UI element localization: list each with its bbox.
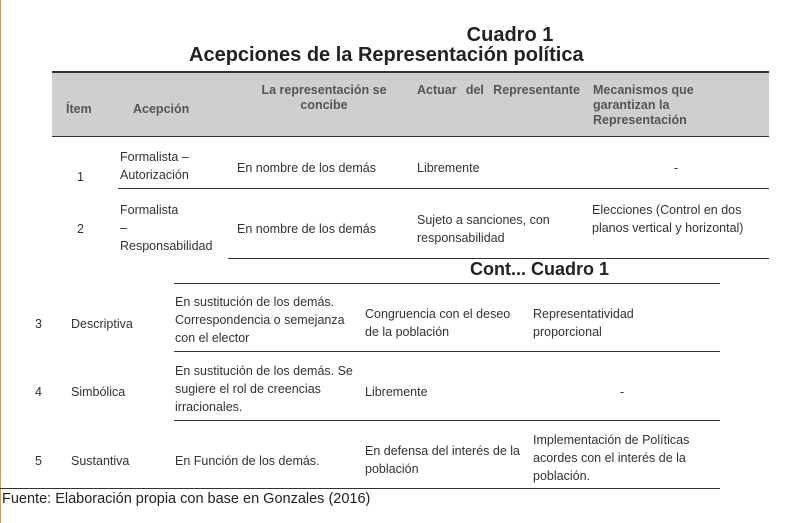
row-2-item: 2 — [77, 222, 84, 236]
row-5-mecanismos: Implementación de Políticas acordes con el interés de la población. — [533, 433, 690, 483]
header-bottom-rule — [52, 136, 769, 137]
header-concibe: La representación se concibe — [261, 83, 387, 112]
row-1-mecanismos: - — [674, 161, 679, 175]
row-4-rule — [174, 420, 720, 421]
header-item: Ítem — [66, 102, 92, 116]
row-2-actuar: Sujeto a sanciones, con responsabilidad — [417, 213, 550, 245]
row-2-concibe: En nombre de los demás — [237, 222, 376, 236]
row-1-concibe: En nombre de los demás — [237, 161, 376, 175]
continuation-top-rule — [174, 283, 720, 284]
header-acepcion: Acepción — [133, 102, 190, 116]
row-4-mecanismos: - — [620, 385, 625, 399]
row-5-concibe: En Función de los demás. — [175, 454, 320, 468]
continuation-title: Cont... Cuadro 1 — [470, 259, 609, 279]
row-4-item: 4 — [35, 385, 42, 399]
table-title: Acepciones de la Representación política — [189, 44, 584, 66]
row-5-item: 5 — [35, 454, 42, 468]
row-2-acepcion: Formalista – Responsabilidad — [120, 203, 213, 253]
row-3-mecanismos: Representatividad proporcional — [533, 307, 634, 339]
row-4-actuar: Libremente — [365, 385, 428, 399]
row-5-actuar: En defensa del interés de la población — [365, 444, 520, 476]
header-top-rule — [52, 71, 769, 73]
row-3-acepcion: Descriptiva — [71, 317, 133, 331]
row-1-item: 1 — [77, 170, 84, 184]
row-4-concibe: En sustitución de los demás. Se sugiere el rol de creencias irracionales. — [175, 364, 353, 414]
table-bottom-rule — [0, 488, 720, 489]
row-3-item: 3 — [35, 317, 42, 331]
source-note: Fuente: Elaboración propia con base en Gonzales (2016) — [2, 491, 371, 507]
row-1-actuar: Libremente — [417, 161, 480, 175]
left-border-line — [0, 0, 1, 523]
row-3-concibe: En sustitución de los demás. Correspondencia o semejanza con el elector — [175, 295, 345, 345]
row-1-rule — [118, 188, 769, 189]
row-5-acepcion: Sustantiva — [71, 454, 130, 468]
row-3-actuar: Congruencia con el deseo de la población — [365, 307, 511, 339]
row-4-acepcion: Simbólica — [71, 385, 126, 399]
row-2-mecanismos: Elecciones (Control en dos planos vertical y horizontal) — [592, 203, 744, 235]
table-number-title: Cuadro 1 — [466, 24, 554, 46]
row-1-acepcion: Formalista – Autorización — [120, 150, 189, 182]
header-mecanismos: Mecanismos que garantizan la Representación — [593, 83, 694, 127]
row-3-rule — [174, 351, 720, 352]
header-actuar: Actuar del Representante — [417, 83, 580, 97]
